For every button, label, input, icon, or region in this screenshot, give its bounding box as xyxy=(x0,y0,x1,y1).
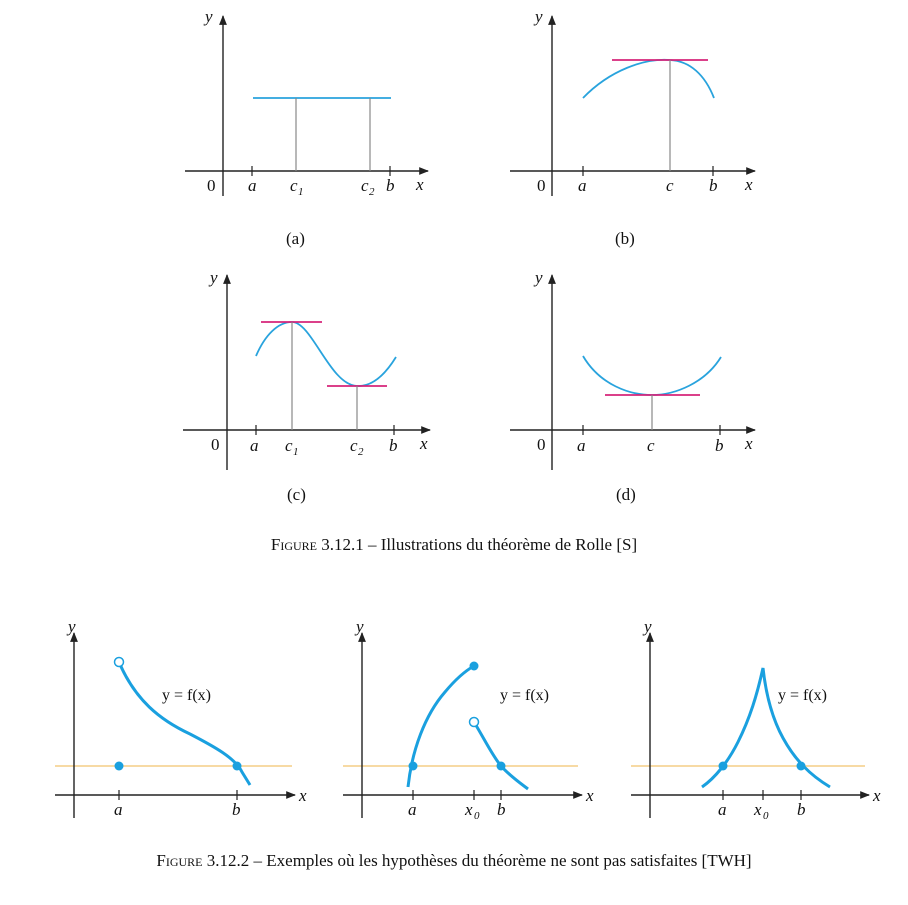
tick-label-x0-subscript: 0 xyxy=(763,810,769,822)
open-endpoint-dot xyxy=(115,658,124,667)
tick-label-c1: c xyxy=(285,436,293,455)
x-axis-label: x xyxy=(299,786,307,805)
y-axis-label: y xyxy=(205,7,213,26)
wave-curve xyxy=(256,322,396,386)
right-branch-curve xyxy=(474,722,528,789)
tick-label-b: b xyxy=(232,800,241,819)
tick-label-c: c xyxy=(666,176,674,195)
convex-curve xyxy=(583,356,721,395)
filled-endpoint-dot-b xyxy=(233,762,242,771)
tick-label-b: b xyxy=(709,176,718,195)
y-axis-label: y xyxy=(535,268,543,287)
tick-label-x0: x xyxy=(465,800,473,819)
x-axis-label: x xyxy=(873,786,881,805)
filled-dot-a xyxy=(409,762,418,771)
x-axis-label: x xyxy=(586,786,594,805)
tick-label-c2-subscript: 2 xyxy=(358,446,364,458)
tick-label-b: b xyxy=(715,436,724,455)
tick-label-c2: c xyxy=(350,436,358,455)
figure-1-caption xyxy=(0,535,908,555)
figure-1-caption-prefix: Figure 3.12.1 xyxy=(270,535,364,554)
panel-label: (d) xyxy=(616,485,636,504)
tick-label-x0-subscript: 0 xyxy=(474,810,480,822)
rolle-panel-b xyxy=(510,7,755,248)
origin-label: 0 xyxy=(211,435,220,454)
tick-label-a: a xyxy=(578,176,587,195)
figure-2-caption xyxy=(0,851,908,871)
tick-label-b: b xyxy=(389,436,398,455)
tick-label-a: a xyxy=(718,800,727,819)
x-axis-label: x xyxy=(745,434,753,453)
origin-label: 0 xyxy=(207,176,216,195)
y-axis-label: y xyxy=(356,617,364,636)
x-axis-label: x xyxy=(745,175,753,194)
x-axis-label: x xyxy=(420,434,428,453)
tick-label-b: b xyxy=(386,176,395,195)
tick-label-c1: c xyxy=(290,176,298,195)
y-axis-label: y xyxy=(535,7,543,26)
left-branch-curve xyxy=(408,666,474,787)
rolle-panel-d xyxy=(510,268,755,504)
filled-endpoint-dot xyxy=(115,762,124,771)
origin-label: 0 xyxy=(537,176,546,195)
tick-label-x0: x xyxy=(754,800,762,819)
tick-label-c: c xyxy=(647,436,655,455)
tick-label-a: a xyxy=(408,800,417,819)
rolle-panel-c xyxy=(183,268,430,504)
counterexample-panel-1 xyxy=(55,617,307,819)
filled-dot-b xyxy=(497,762,506,771)
figure-1-caption-text: – Illustrations du théorème de Rolle [S] xyxy=(363,535,638,554)
filled-dot-a xyxy=(719,762,728,771)
tick-label-a: a xyxy=(250,436,259,455)
figure-2-caption-text: – Exemples où les hypothèses du théorème ne sont pas satisfaites [TWH] xyxy=(249,851,752,870)
counterexample-panel-2 xyxy=(343,617,594,822)
tick-label-c1-subscript: 1 xyxy=(298,186,304,198)
concave-curve xyxy=(583,60,714,98)
y-axis-label: y xyxy=(68,617,76,636)
y-axis-label: y xyxy=(210,268,218,287)
y-axis-label: y xyxy=(644,617,652,636)
origin-label: 0 xyxy=(537,435,546,454)
tick-label-a: a xyxy=(114,800,123,819)
tick-label-c2: c xyxy=(361,176,369,195)
panel-label: (a) xyxy=(286,229,305,248)
equation-label: y = f(x) xyxy=(778,687,828,704)
filled-jump-dot xyxy=(470,662,479,671)
counterexample-panel-3 xyxy=(631,617,881,822)
panel-label: (b) xyxy=(615,229,635,248)
figure-2-caption-prefix: Figure 3.12.2 xyxy=(156,851,250,870)
filled-dot-b xyxy=(797,762,806,771)
rolle-panel-a xyxy=(185,7,428,248)
panel-label: (c) xyxy=(287,485,306,504)
equation-label: y = f(x) xyxy=(162,687,212,704)
open-jump-dot xyxy=(470,718,479,727)
tick-label-c2-subscript: 2 xyxy=(369,186,375,198)
tick-label-a: a xyxy=(577,436,586,455)
tick-label-c1-subscript: 1 xyxy=(293,446,299,458)
tick-label-b: b xyxy=(497,800,506,819)
equation-label: y = f(x) xyxy=(500,687,550,704)
tick-label-a: a xyxy=(248,176,257,195)
tick-label-b: b xyxy=(797,800,806,819)
x-axis-label: x xyxy=(416,175,424,194)
